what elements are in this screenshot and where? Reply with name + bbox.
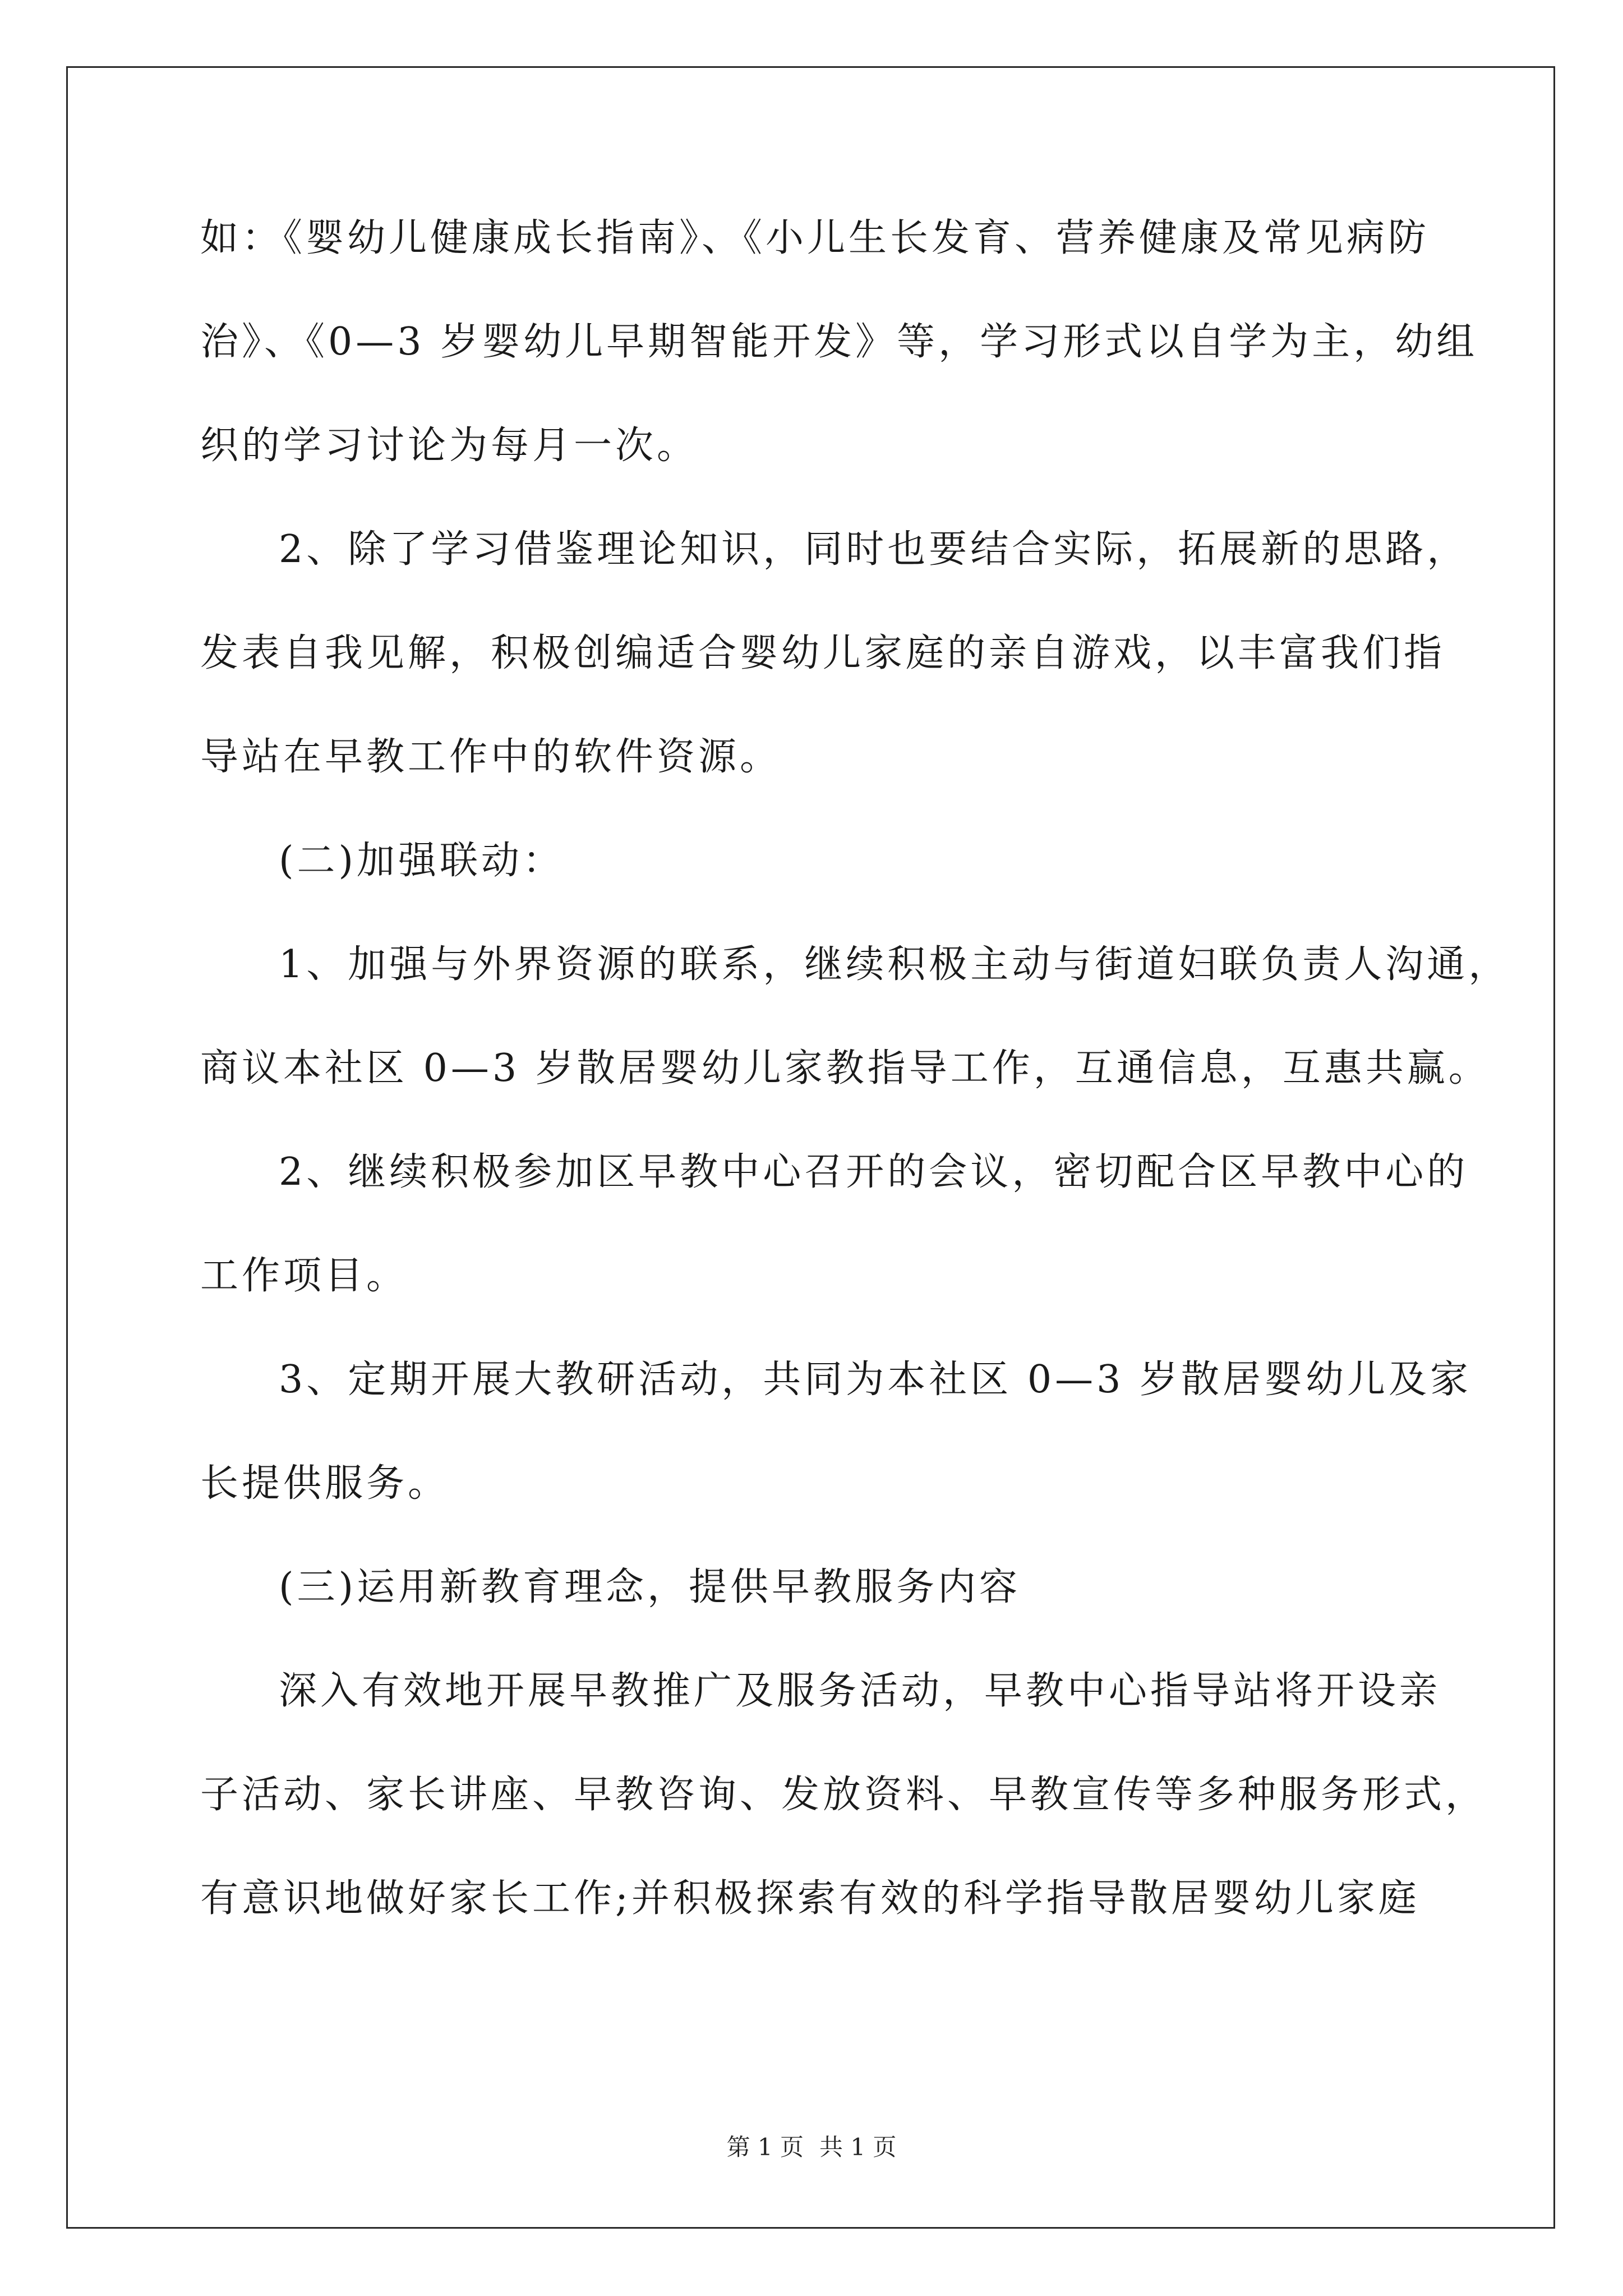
page-footer	[0, 2129, 1623, 2162]
text-line: 织的学习讨论为每月一次。	[200, 424, 699, 468]
text-line: 2、除了学习借鉴理论知识，同时也要结合实际，拓展新的思路，	[279, 527, 1469, 572]
text-line: 商议本社区 0—3 岁散居婴幼儿家教指导工作，互通信息，互惠共赢。	[200, 1046, 1490, 1091]
text-line: 工作项目。	[200, 1254, 408, 1298]
text-line: 1、加强与外界资源的联系，继续积极主动与街道妇联负责人沟通，	[279, 942, 1510, 987]
text-line: 导站在早教工作中的软件资源。	[200, 735, 782, 779]
text-line: 深入有效地开展早教推广及服务活动，早教中心指导站将开设亲	[279, 1669, 1441, 1713]
text-line: 子活动、家长讲座、早教咨询、发放资料、早教宣传等多种服务形式，	[200, 1773, 1487, 1817]
text-line: 治》、《0—3 岁婴幼儿早期智能开发》等，学习形式以自学为主，幼组	[200, 320, 1478, 364]
page-total: 共 1 页	[819, 2133, 897, 2161]
text-line: 3、定期开展大教研活动，共同为本社区 0—3 岁散居婴幼儿及家	[279, 1358, 1472, 1402]
section-heading: (二)加强联动：	[279, 839, 565, 883]
text-line: 如：《婴幼儿健康成长指南》、《小儿生长发育、营养健康及常见病防	[200, 216, 1430, 260]
text-line: 有意识地做好家长工作;并积极探索有效的科学指导散居婴幼儿家庭	[200, 1876, 1420, 1921]
text-line: 2、继续积极参加区早教中心召开的会议，密切配合区早教中心的	[279, 1150, 1469, 1194]
section-heading: (三)运用新教育理念，提供早教服务内容	[279, 1565, 1021, 1609]
text-line: 发表自我见解，积极创编适合婴幼儿家庭的亲自游戏，以丰富我们指	[200, 631, 1446, 675]
page-number: 第 1 页	[726, 2133, 804, 2161]
text-line: 长提供服务。	[200, 1461, 450, 1506]
